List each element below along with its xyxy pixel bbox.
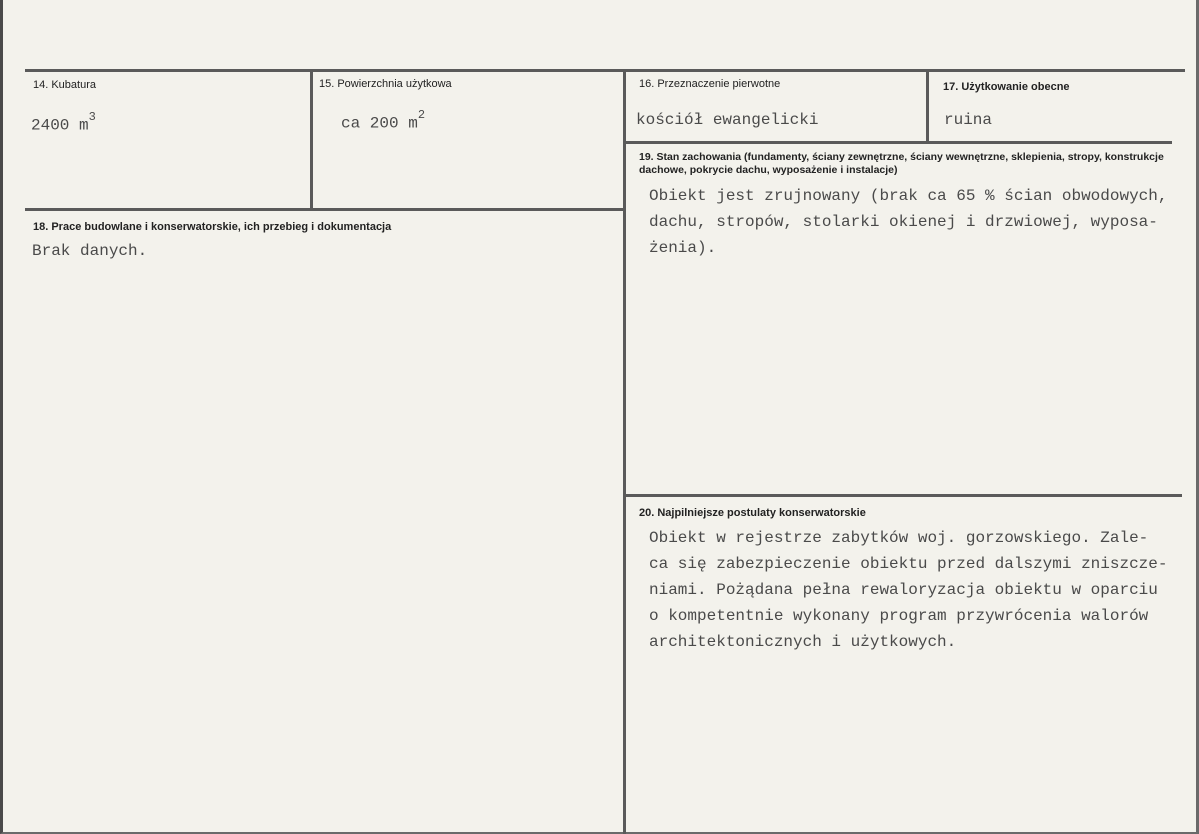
field-17-value: ruina — [944, 111, 993, 129]
field-14-value — [31, 110, 96, 135]
field-19-text — [649, 183, 1167, 261]
kubatura-unit-exponent: 3 — [88, 110, 96, 124]
powierzchnia-unit-exponent: 2 — [417, 108, 426, 122]
rule-under-16-17 — [624, 141, 1172, 144]
field-19-line: dachu, stropów, stolarki okienej i drzwiowej, wyposa- — [649, 213, 1158, 231]
field-19-label: 19. Stan zachowania (fundamenty, ściany zewnętrzne, ściany wewnętrzne, sklepienia, stropy, konstrukcje dachowe, pokrycie dachu, wyposażenie i instalacje) — [639, 151, 1164, 176]
top-rule — [25, 69, 1185, 72]
kubatura-value: 2400 m — [31, 116, 89, 135]
field-19-line: Obiekt jest zrujnowany (brak ca 65 % ścian obwodowych, — [649, 187, 1168, 205]
field-15-value — [341, 108, 426, 133]
field-16-value: kościół ewangelicki — [636, 111, 819, 129]
field-15-label: 15. Powierzchnia użytkowa — [319, 78, 452, 90]
field-18-label: 18. Prace budowlane i konserwatorskie, ich przebieg i dokumentacja — [33, 221, 392, 233]
field-17-label: 17. Użytkowanie obecne — [943, 81, 1070, 93]
rule-under-14-15 — [25, 208, 625, 211]
field-19-line: żenia). — [649, 239, 717, 257]
divider-16-17 — [926, 71, 929, 143]
field-16-label: 16. Przeznaczenie pierwotne — [639, 78, 781, 90]
field-20-label: 20. Najpilniejsze postulaty konserwatorskie — [639, 507, 866, 519]
field-20-line: architektonicznych i użytkowych. — [649, 633, 957, 651]
field-20-line: ca się zabezpieczenie obiektu przed dalszymi zniszcze- — [649, 555, 1168, 573]
divider-main-column — [623, 71, 626, 834]
divider-14-15 — [310, 71, 313, 210]
field-14-label: 14. Kubatura — [33, 79, 96, 91]
field-18-value: Brak danych. — [32, 242, 148, 260]
rule-above-20 — [624, 494, 1182, 497]
powierzchnia-value: ca 200 m — [341, 114, 418, 133]
field-20-text — [649, 525, 1167, 655]
field-20-line: Obiekt w rejestrze zabytków woj. gorzowskiego. Zale- — [649, 529, 1149, 547]
field-20-line: o kompetentnie wykonany program przywrócenia walorów — [649, 607, 1149, 625]
field-20-line: niami. Pożądana pełna rewaloryzacja obiektu w oparciu — [649, 581, 1158, 599]
